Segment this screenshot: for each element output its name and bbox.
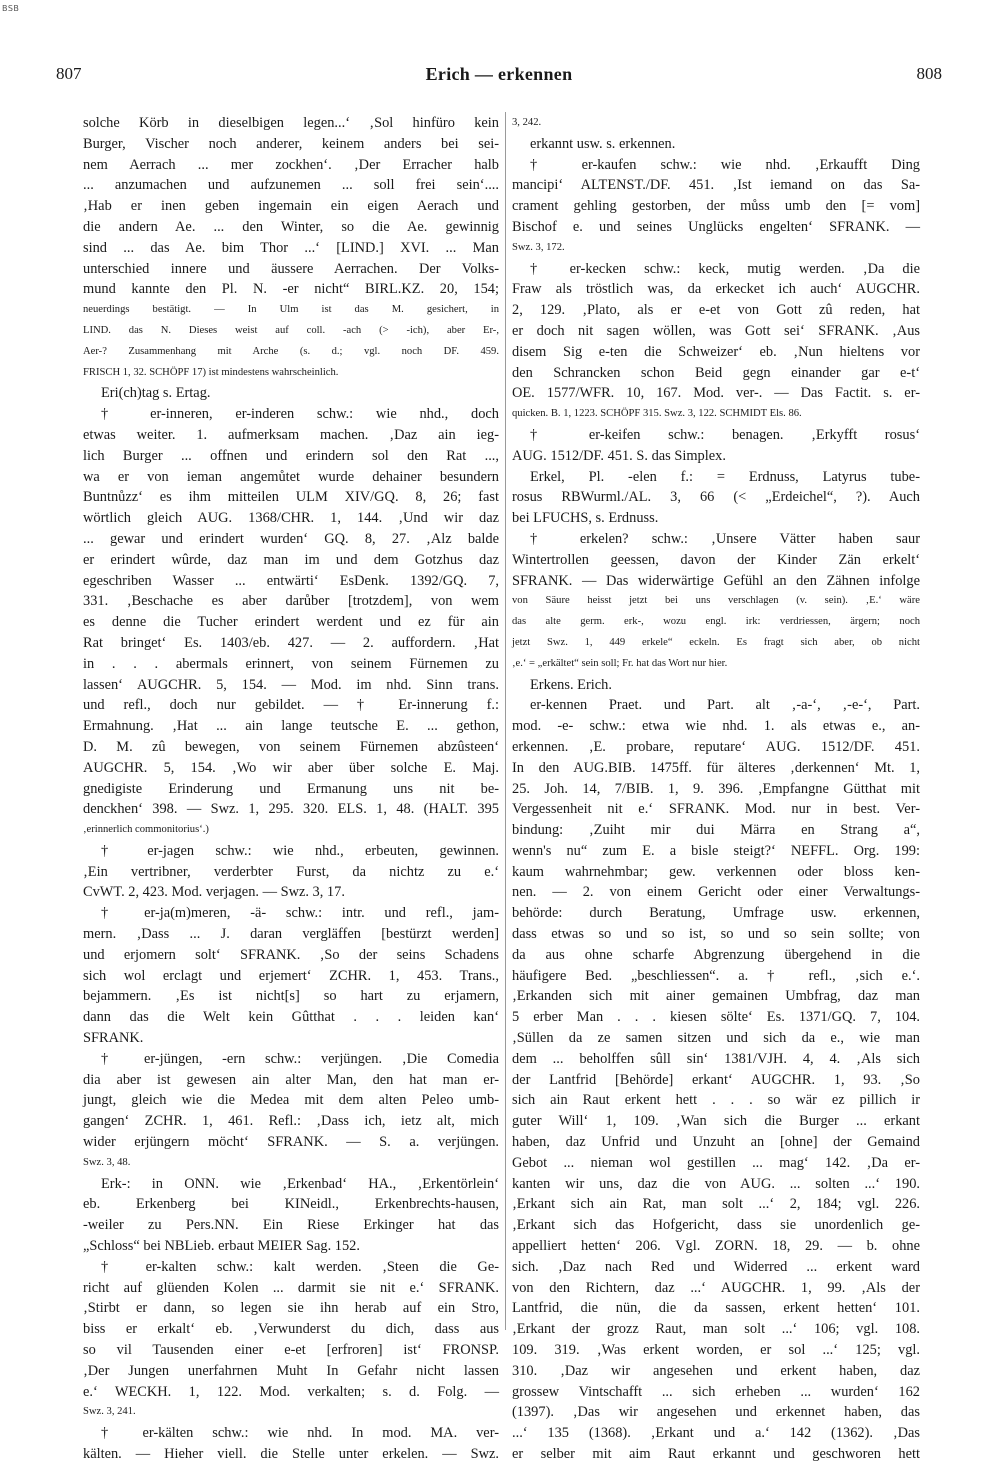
text-line: ‚Ein vertribner, verderbter Furst, da nichtz zu e.‘ [83,863,499,880]
text-line: da aus ohne scharfe Abgrenzung übergehend in die [512,946,920,963]
text-line: mund kannte den Pl. N. -er nicht“ BIRL.KZ. 20, 154; [83,281,499,298]
text-line: ... gewar und erindert wurden‘ GQ. 8, 27. ‚Alz balde [83,530,499,547]
text-line: denckhen‘ 398. — Swz. 1, 295. 320. ELS. 1, 48. (HALT. 395 [83,801,499,818]
text-line: gangen‘ ZCHR. 1, 461. Refl.: ‚Dass ich, ietz alt, mich [83,1113,499,1130]
text-line: Erk-: in ONN. wie ‚Erkenbad‘ HA., ‚Erkentörlein‘ [101,1175,499,1192]
page-number-right: 808 [916,64,942,83]
text-line: erkennen. ‚E. probare, reputare‘ AUG. 1512/DF. 451. [512,738,920,755]
text-line: 310. ‚Daz wir angesehen und erkent haben, daz [512,1362,920,1379]
text-line: er selber mit aim Raut erkannt und geschworen hett [512,1446,920,1462]
text-line: haben, daz Unfrid und Unzuht an [ohne] der Gemaind [512,1134,920,1151]
page-number-left: 807 [56,64,82,83]
text-line: erkannt usw. s. erkennen. [530,135,676,152]
text-line: ‚Stirbt er dann, so legen sie ihn herab auf ein Stro, [83,1300,499,1317]
text-line: sich wol erclagt und erjemert‘ ZCHR. 1, 453. Trans., [83,967,499,984]
text-line: 2, 129. ‚Plato, als er e-et von Gott zû reden, hat [512,302,920,319]
text-line: neuerdings bestätigt. — In Ulm ist das M. gesichert, in [83,304,499,316]
text-line: ‚erinnerlich commonitorius‘.) [83,824,209,836]
left-column [83,113,499,1462]
text-line: In den AUG.BIB. 1475ff. für älteres ‚derkennen‘ Mt. 1, [512,759,920,776]
column-divider [505,112,506,1330]
text-line: unterschied innere und äussere Aerrachen. Der Volks- [83,260,499,277]
text-line: bindung: ‚Zuiht mir dui Märra en Strang a“, [512,822,920,839]
text-line: † er-ja(m)meren, -ä- schw.: intr. und refl., jam- [101,905,499,922]
text-line: ‚Erkant sich das Hofgericht, dass sie unordenlich ge- [512,1217,920,1234]
text-line: kanten wir uns, daz die von AUG. ... solten ...‘ 190. [512,1175,920,1192]
text-line: AUG. 1512/DF. 451. S. das Simplex. [512,447,726,464]
text-line: mod. -e- schw.: etwa wie nhd. 1. als etwas e., an- [512,718,920,735]
text-line: grossew Vintschafft ... sich erheben ... wurden‘ 162 [512,1383,920,1400]
text-line: FRISCH 1, 32. SCHÖPF 17) ist mindestens wahrscheinlich. [83,366,339,378]
text-line: 331. ‚Beschache es aber darůber [trotzdem], von wem [83,593,499,610]
text-line: kälten. — Hieher viell. die Stelle unter erkelen. — Swz. [83,1446,499,1462]
text-line: (1397). ‚Das wir angesehen und erkennet haben, das [512,1404,920,1421]
text-line: † er-keifen schw.: benagen. ‚Erkyfft rosus‘ [530,426,920,443]
text-line: bejammern. ‚Es ist nicht[s] so hart zu erjamern, [83,988,499,1005]
text-line: so vil Tausenden einer e-et [erfroren] ist‘ FRONSP. [83,1342,499,1359]
text-line: mern. ‚Dass ... J. daran vergläffen [bestürzt werden] [83,926,499,943]
text-line: † er-inneren, er-inderen schw.: wie nhd., doch [101,406,499,423]
text-line: 3, 242. [512,117,542,128]
text-line: „Schloss“ bei NBLieb. erbaut MEIER Sag. 152. [83,1238,360,1255]
right-column [512,113,920,1462]
text-line: gnedigiste Erinderung und Ermanung uns nit be- [83,780,499,797]
text-line: D. M. zû bewegen, von seinem Fürnemen abzûsteen‘ [83,738,499,755]
text-line: ‚e.‘ = „erkältet“ sein soll; Fr. hat das Wort nur hier. [512,657,728,669]
text-line: † er-kalten schw.: kalt werden. ‚Steen die Ge- [101,1258,499,1275]
text-line: egeschriben Wasser ... entwärti‘ EsDenk. 1392/GQ. 7, [83,572,499,589]
text-line: er doch nit sagen wöllen, was Gott sei‘ SFRANK. ‚Aus [512,322,920,339]
text-line: wörtlich gleich AUG. 1368/CHR. 1, 144. ‚Und wir daz [83,510,499,527]
text-line: rosus RBWurml./AL. 3, 66 (< „Erdeichel“, ?). Auch [512,489,920,506]
text-line: nen. — 2. von einem Gericht oder einer Verwaltungs- [512,884,920,901]
page-header [56,64,942,94]
text-line: von den Richtern, daz ...‘ AUGCHR. 1, 99. ‚Als der [512,1279,920,1296]
text-line: sich ain Raut erkent hett . . . so wär ez pillich ir [512,1092,920,1109]
text-line: 109. 319. ‚Was erkent worden, er sol ...‘ 125; vgl. [512,1342,920,1359]
text-line: -weiler zu Pers.NN. Ein Riese Erkinger hat das [83,1217,499,1234]
text-line: solche Körb in dieselbigen legen...‘ ‚Sol hinfüro kein [83,115,499,131]
text-line: AUGCHR. 5, 154. ‚Wo wir aber über solche E. Maj. [83,759,499,776]
text-line: SFRANK. [83,1030,144,1047]
text-line: quicken. B. 1, 1223. SCHÖPF 315. Swz. 3, 122. SCHMIDT Els. 86. [512,408,802,420]
text-line: † er-jagen schw.: wie nhd., erbeuten, gewinnen. [101,842,499,859]
text-line: † er-kaufen schw.: wie nhd. ‚Erkaufft Ding [530,156,920,173]
text-line: † er-kecken schw.: keck, mutig werden. ‚Da die [530,260,920,277]
text-line: biss er erkalt‘ eb. ‚Verwunderst du dich, dass aus [83,1321,499,1338]
text-line: Aer-? Zusammenhang mit Arche (s. d.; vgl. noch DF. 459. [83,345,499,357]
text-line: wenn's nu“ zum E. a bisle steigt?‘ NEFFL. Org. 199: [512,842,920,859]
text-line: crament gehling gestorben, der můss umb den [= vom] [512,198,920,215]
text-line: guter Will‘ 1, 109. ‚Wan sich die Burger ... erkant [512,1113,920,1130]
text-line: die andern Ae. ... den Winter, so die Ae. gewinnig [83,218,499,235]
text-line: ‚Süllen da ze samen sitzen und sich da e., wie man [512,1030,920,1047]
text-line: in . . . abermals erinnert, von seinem Fürnemen zu [83,655,499,672]
text-line: Eri(ch)tag s. Ertag. [101,385,211,402]
text-line: CvWT. 2, 423. Mod. verjagen. — Swz. 3, 17. [83,884,345,901]
text-line: ... anzumachen und aufzunemen ... soll frei sein‘.... [83,177,499,194]
text-line: kaum wahrnehmbar; gew. verkennen oder bloss ken- [512,863,920,880]
text-line: sich. ‚Daz nach Red und Widerred ... erkent ward [512,1258,920,1275]
text-line: den Schrancken schon Beid gegn einander gar e-t‘ [512,364,920,381]
text-line: behörde: durch Beratung, Umfrage usw. erkennen, [512,905,920,922]
text-line: † er-jüngen, -ern schw.: verjüngen. ‚Die Comedia [101,1050,499,1067]
text-line: disem Sig e-ten die Schweizer‘ eb. ‚Nun hieltens vor [512,343,920,360]
text-line: ‚Erkant sich ain Rat, man solt ...‘ 2, 184; vgl. 226. [512,1196,920,1213]
text-line: und erjomern solt‘ SFRANK. ‚So der seins Schadens [83,946,499,963]
text-line: Ermahnung. ‚Hat ... ain lange teutsche E. ... gethon, [83,718,499,735]
text-line: wider erjüngern möcht‘ SFRANK. — S. a. verjüngen. [83,1134,499,1151]
text-line: das alte germ. erk-, wozu engl. irk: verdriessen, ärgern; noch [512,616,920,628]
text-line: Vergessenheit nit e.‘ SFRANK. Mod. nur in best. Ver- [512,801,920,818]
text-line: ‚Hab er inen geben ingemain ein eigen Aerach und [83,198,499,215]
running-title: Erich — erkennen [425,64,573,84]
text-line: nem Aerrach ... mer zockhen‘. ‚Der Erracher halb [83,156,499,173]
text-line: † er-kälten schw.: wie nhd. In mod. MA. ver- [101,1425,499,1442]
text-line: bei LFUCHS, s. Erdnuss. [512,510,659,527]
text-line: 5 erber Man . . . kiesen sölte‘ Es. 1371/GQ. 7, 104. [512,1009,920,1026]
text-line: dann das die Welt kein Gûtthat . . . leiden kan‘ [83,1009,499,1026]
text-line: appelliert hetten‘ 206. Vgl. ZORN. 18, 29. — b. ohne [512,1238,920,1255]
text-line: lich Burger ... offnen und erindern sol den Rat ..., [83,447,499,464]
library-stamp: BSB [2,4,20,13]
text-line: Rat bringet‘ Es. 1403/eb. 427. — 2. auffordern. ‚Hat [83,634,499,651]
text-line: wa er von ieman angemůtet wurde dehainer besundern [83,468,499,485]
text-line: Buntnůzz‘ es ihm mitteilen ULM XIV/GQ. 8, 26; fast [83,489,499,506]
text-line: Swz. 3, 172. [512,241,565,253]
text-line: ‚Der Jungen unerfahrnen Muht In Gefahr nicht lassen [83,1362,499,1379]
text-line: OE. 1577/WFR. 10, 167. Mod. ver-. — Das Factit. s. er- [512,385,920,402]
text-line: Lantfrid, die nün, die da sassen, erkent hetten‘ 101. [512,1300,920,1317]
text-line: LIND. das N. Dieses weist auf coll. -ach (> -ich), aber Er-, [83,324,499,336]
text-line: † erkelen? schw.: ‚Unsere Vätter haben saur [530,530,920,547]
text-line: eb. Erkenberg bei KINeidl., Erkenbrechts-hausen, [83,1196,499,1213]
text-line: Erkel, Pl. -elen f.: = Erdnuss, Latyrus tube- [530,468,920,485]
text-line: e.‘ WECKH. 1, 122. Mod. verkalten; s. d. Folg. — [83,1383,499,1400]
text-line: und refl., doch nur gebildet. — † Er-innerung f.: [83,697,499,714]
text-line: dem ... beholffen sûll sin‘ 1381/VJH. 4, 4. ‚Als sich [512,1050,920,1067]
text-line: lassen‘ AUGCHR. 5, 154. — Mod. im nhd. Sinn trans. [83,676,499,693]
text-line: richt auf glüenden Kolen ... darmit sie nit e.‘ SFRANK. [83,1279,499,1296]
text-line: mancipi‘ ALTENST./DF. 451. ‚Ist iemand on das Sa- [512,177,920,194]
text-line: ...‘ 135 (1368). ‚Erkant und a.‘ 142 (1362). ‚Das [512,1425,920,1442]
text-line: Fraw als tröstlich was, da erkecket ich auch‘ AUGCHR. [512,281,920,298]
text-line: Bischof e. und seines Unglücks engelten‘ SFRANK. — [512,218,920,235]
text-line: ‚Erkanden sich mit ainer gemainen Umbfrag, daz man [512,988,920,1005]
text-line: SFRANK. — Das widerwärtige Gefühl an den Zähnen infolge [512,572,920,589]
text-line: ‚Erkant der grozz Raut, man solt ...‘ 106; vgl. 108. [512,1321,920,1338]
text-line: etwas weiter. 1. aufmerksam machen. ‚Daz ain ieg- [83,426,499,443]
text-line: dass etwas so und so ist, so und so sein sollte; von [512,926,920,943]
text-line: dia aber ist gewesen ain alter Man, den hat man er- [83,1071,499,1088]
text-line: Burger, Vischer noch anderer, keinem anders bei sei- [83,135,499,152]
text-line: Wintertrollen geessen, davon der Kinder Zän erkelt‘ [512,551,920,568]
text-line: er-kennen Praet. und Part. alt ‚-a-‘, ‚-e-‘, Part. [530,697,920,714]
text-line: Swz. 3, 241. [83,1406,136,1418]
text-line: der Lantfrid [Behörde] erkant‘ AUGCHR. 1, 93. ‚So [512,1071,920,1088]
text-line: Gebot ... nieman wol gestillen ... mag‘ 142. ‚Da er- [512,1154,920,1171]
text-line: sind ... das Ae. bim Thor ...‘ [LIND.] XVI. ... Man [83,239,499,256]
text-line: häufigere Bed. „beschliessen“. a. † refl., ‚sich e.‘. [512,967,920,984]
text-line: jungt, gleich wie die Medea mit dem alten Peleo umb- [83,1092,499,1109]
text-line: 25. Joh. 14, 7/BIB. 1, 9. 396. ‚Empfangne Gütthat mit [512,780,920,797]
text-line: von Säure heisst jetzt bei uns verschlagen (v. sein). ‚E.‘ wäre [512,595,920,607]
text-line: es denne die Tucher erindert werdent und ez für ain [83,614,499,631]
text-line: Swz. 3, 48. [83,1156,131,1168]
text-line: Erkens. Erich. [530,676,612,693]
text-line: er erindert wûrde, daz man im und dem Gotzhus daz [83,551,499,568]
text-line: jetzt Swz. 1, 449 erkele“ eckeln. Es fragt sich aber, ob nicht [512,636,920,648]
